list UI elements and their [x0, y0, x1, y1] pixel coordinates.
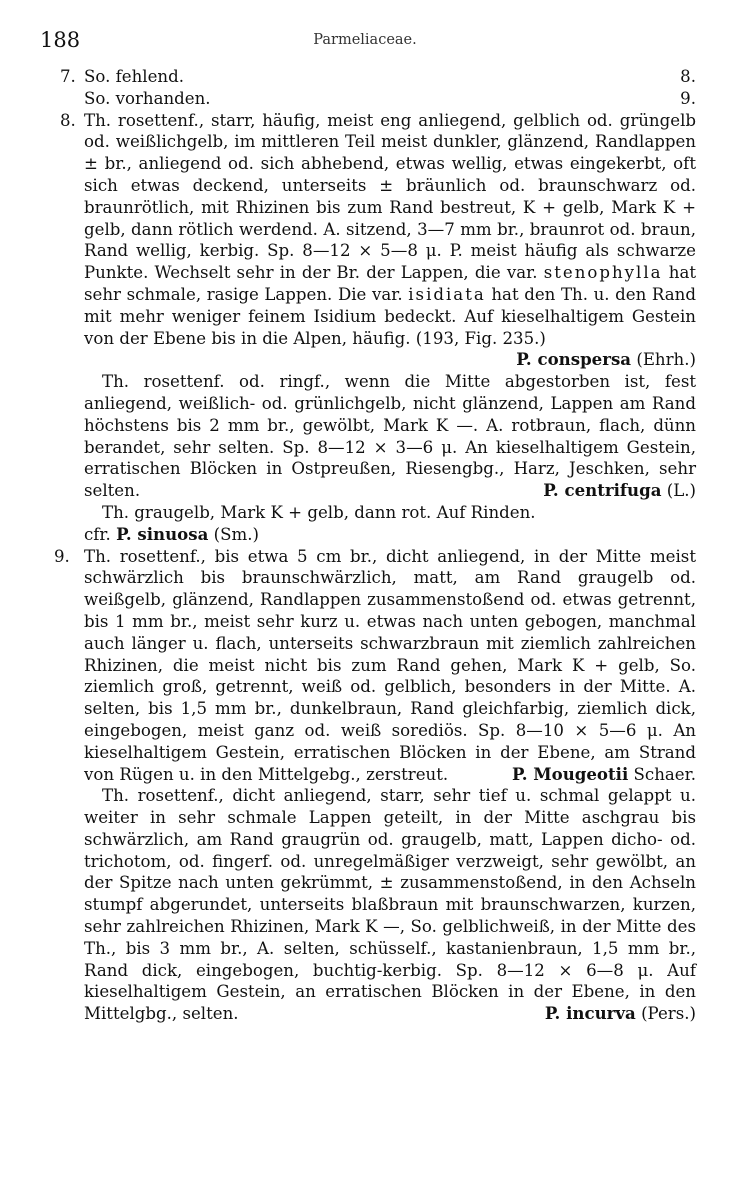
species-name: P. conspersa: [516, 349, 632, 370]
cfr-label: cfr.: [84, 524, 111, 544]
lead-target: 9.: [680, 88, 696, 108]
description-text: Th. rosettenf., starr, häufig, meist eng anliegend, gelblich od. grüngelb od. weißlichgelb, im mittleren Teil meist dunkler, glänzend, Randlappen ± br., anliegend od. sich abhebend, etwas wellig, etwas eingekerbt, oft sich etwas deckend, unterseits ± bräunlich od. braunschwarz od. braunrötlich, mit Rhizinen bis zum Rand bestreut, K + gelb, Mark K + gelb, dann rötlich werdend. A. sitzend, 3—7 mm br., braunrot od. braun, Rand wellig, kerbig. Sp. 8—12 × 5—8 μ. P. meist häufig als schwarze Punkte. Wechselt sehr in der Br. der Lappen, die var.: [84, 110, 696, 283]
description-paragraph: [48, 110, 696, 546]
description-paragraph: [84, 785, 696, 1025]
species-name: P. Mougeotii: [511, 763, 629, 784]
page-header: [40, 28, 690, 58]
lead-line: [48, 88, 696, 110]
entry-number: 9.: [54, 546, 70, 566]
variety-name: stenophylla: [543, 263, 663, 283]
description-text: Th. rosettenf., bis etwa 5 cm br., dicht anliegend, in der Mitte meist schwärzlich bis braunschwärzlich, matt, am Rand graugelb od. weißgelb, glänzend, Randlappen zusammenstoßend od. etwas getrennt, bis 1 mm br., meist sehr kurz u. etwas nach unten gebogen, manchmal auch länger u. flach, unterseits schwarzbraun mit ziemlich zahlreichen Rhizinen, die meist nicht bis zum Rand gehen, Mark K + gelb, So. ziemlich groß, getrennt, weiß od. gelblich, besonders in der Mitte. A. selten, bis 1,5 mm br., dunkelbraun, Rand gleichfarbig, ziemlich dick, eingebogen, meist ganz od. weiß sorediös. Sp. 8—10 × 5—6 μ. An kieselhaltigem Gestein, erratischen Blöcken in der Ebene, am Strand von Rügen u. in den Mittelgebg., zerstreut.: [84, 546, 696, 784]
species-author: (L.): [666, 481, 696, 501]
description-text: hat den Th. u. den Rand mit mehr weniger feinem Isidium bedeckt. Auf kieselhaltigem Gestein von der Ebene bis in die Alpen, häufig. (193, Fig. 235.): [84, 284, 696, 348]
species-name: P. centrifuga: [543, 480, 662, 501]
description-paragraph: [84, 371, 696, 502]
key-entry-9: [48, 546, 696, 1026]
lead-text: So. vorhanden.: [84, 88, 211, 108]
species-name: P. incurva: [544, 1003, 636, 1024]
description-paragraph: [84, 502, 696, 524]
entry-number: 8.: [60, 110, 76, 130]
species-citation: [512, 764, 696, 786]
species-name: P. sinuosa: [116, 523, 209, 544]
lead-text: So. fehlend.: [84, 67, 184, 86]
running-title: Parmeliaceae.: [313, 32, 417, 48]
key-text: [48, 66, 696, 1025]
species-citation: [84, 524, 696, 546]
page-number: 188: [40, 28, 81, 52]
description-text: Th. graugelb, Mark K + gelb, dann rot. Auf Rinden.: [102, 502, 536, 522]
species-citation: [525, 480, 696, 502]
species-author: (Ehrh.): [636, 350, 696, 370]
lead-target: 8.: [680, 67, 696, 86]
key-entry-7: [48, 66, 696, 110]
species-author: Schaer.: [633, 764, 696, 784]
description-text: hat sehr schmale, rasige Lappen. Die var.: [84, 263, 697, 304]
description-paragraph: [48, 546, 696, 1026]
species-author: (Sm.): [213, 524, 259, 544]
entry-number: 7.: [60, 67, 76, 86]
key-entry-8: [48, 110, 696, 546]
species-citation: [527, 1003, 696, 1025]
species-author: (Pers.): [641, 1004, 696, 1024]
species-citation: [516, 349, 696, 371]
lead-line: [48, 66, 696, 88]
description-text: Th. rosettenf. od. ringf., wenn die Mitte abgestorben ist, fest anliegend, weißlich- od. grünlichgelb, nicht glänzend, Lappen am Rand höchstens bis 2 mm br., gewölbt, Mark K —. A. rotbraun, flach, dünn berandet, sehr selten. Sp. 8—12 × 3—6 μ. An kieselhaltigem Gestein, erratischen Blöcken in Ostpreußen, Riesengbg., Harz, Jeschken, sehr selten.: [84, 372, 696, 501]
description-text: Th. rosettenf., dicht anliegend, starr, sehr tief u. schmal gelappt u. weiter in sehr schmale Lappen geteilt, in der Mitte aschgrau bis schwärzlich, am Rand graugrün od. graugelb, matt, Lappen dicho- od. trichotom, od. fingerf. od. unregelmäßiger verzweigt, sehr gewölbt, an der Spitze nach unten gekrümmt, ± zusammenstoßend, in den Achseln stumpf abgerundet, unterseits blaßbraun mit braunschwarzen, kurzen, sehr zahlreichen Rhizinen, Mark K —, So. gelblichweiß, in der Mitte des Th., bis 3 mm br., A. selten, schüsself., kastanienbraun, 1,5 mm br., Rand dick, eingebogen, buchtig-kerbig. Sp. 8—12 × 6—8 μ. Auf kieselhaltigem Gestein, an erratischen Blöcken in der Ebene, in den Mittelgbg., selten.: [84, 786, 696, 1024]
variety-name: isidiata: [408, 284, 486, 304]
